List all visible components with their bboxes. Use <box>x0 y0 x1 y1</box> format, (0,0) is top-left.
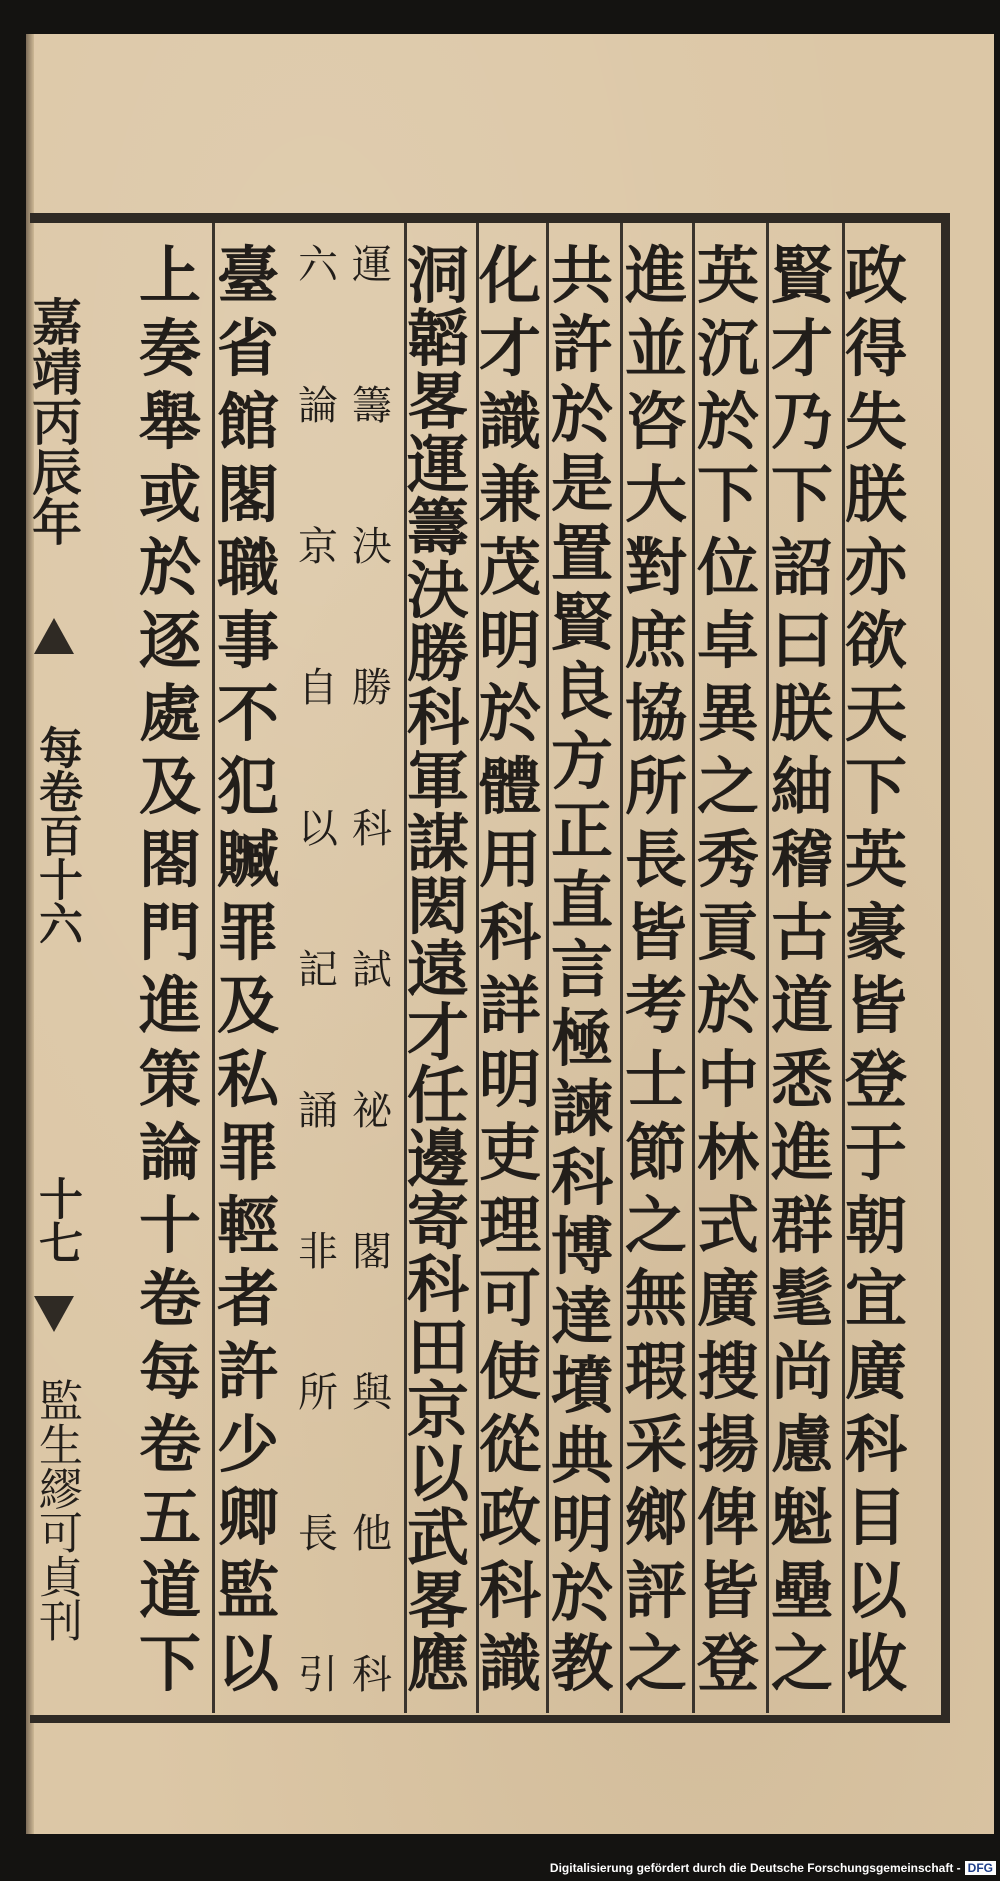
glyph: 教 <box>550 1626 613 1700</box>
glyph: 俾 <box>696 1480 759 1554</box>
glyph: 籌 <box>352 383 392 429</box>
glyph: 搜 <box>696 1334 759 1408</box>
glyph: 秀 <box>696 823 759 897</box>
glyph: 典 <box>550 1418 613 1492</box>
glyph: 運 <box>352 242 392 288</box>
glyph: 決 <box>406 554 469 628</box>
glyph: 卷 <box>138 1261 201 1335</box>
glyph: 六 <box>298 242 338 288</box>
glyph: 賢 <box>550 585 613 659</box>
glyph: 處 <box>138 677 201 751</box>
glyph: 於 <box>550 1557 613 1631</box>
glyph: 式 <box>696 1188 759 1262</box>
glyph: 少 <box>216 1407 279 1481</box>
glyph: 進 <box>624 239 687 312</box>
glyph: 卷 <box>138 1407 201 1481</box>
glyph: 科 <box>352 1652 392 1698</box>
glyph: 廣 <box>696 1261 759 1335</box>
glyph: 林 <box>696 1115 759 1189</box>
glyph: 寄 <box>406 1185 469 1259</box>
glyph: 應 <box>406 1626 469 1700</box>
glyph: 得 <box>844 312 907 386</box>
glyph: 下 <box>770 458 833 532</box>
glyph: 才 <box>770 312 833 386</box>
glyph: 明 <box>478 1042 541 1116</box>
digitization-credit <box>550 1861 996 1875</box>
glyph: 咨 <box>624 385 687 459</box>
text-column <box>547 239 617 1700</box>
glyph: 諫 <box>550 1071 613 1145</box>
glyph: 每 <box>138 1334 201 1408</box>
glyph: 乃 <box>770 385 833 459</box>
glyph: 大 <box>624 458 687 532</box>
glyph: 極 <box>550 1002 613 1076</box>
glyph: 博 <box>550 1210 613 1284</box>
glyph: 事 <box>216 604 279 678</box>
glyph: 罪 <box>216 1115 279 1189</box>
glyph: 對 <box>624 531 687 605</box>
glyph: 任 <box>406 1059 469 1133</box>
glyph: 閣 <box>216 458 279 532</box>
glyph: 閎 <box>406 869 469 943</box>
glyph: 科 <box>478 1553 541 1627</box>
glyph: 鄉 <box>624 1480 687 1554</box>
glyph: 畧 <box>406 365 469 439</box>
glyph: 長 <box>298 1511 338 1557</box>
glyph: 理 <box>478 1188 541 1262</box>
glyph: 之 <box>624 1188 687 1262</box>
glyph: 皆 <box>696 1553 759 1627</box>
glyph: 才 <box>406 995 469 1069</box>
glyph: 貢 <box>696 896 759 970</box>
glyph: 許 <box>550 308 613 382</box>
glyph: 政 <box>478 1480 541 1554</box>
glyph: 政 <box>844 239 907 312</box>
glyph: 群 <box>770 1188 833 1262</box>
glyph: 者 <box>216 1261 279 1335</box>
glyph: 采 <box>624 1407 687 1481</box>
glyph: 置 <box>550 516 613 590</box>
glyph: 贓 <box>216 823 279 897</box>
text-column <box>621 239 691 1700</box>
glyph: 畧 <box>406 1563 469 1637</box>
glyph: 門 <box>138 896 201 970</box>
center-margin-column <box>24 230 83 1700</box>
fish-tail-top-mark <box>34 618 74 654</box>
glyph: 可 <box>478 1261 541 1335</box>
glyph: 士 <box>624 1042 687 1116</box>
glyph: 上 <box>138 239 201 312</box>
glyph: 正 <box>550 794 613 868</box>
glyph: 明 <box>478 604 541 678</box>
glyph: 評 <box>624 1553 687 1627</box>
glyph: 廣 <box>844 1334 907 1408</box>
glyph: 兼 <box>478 458 541 532</box>
glyph: 體 <box>478 750 541 824</box>
glyph: 並 <box>624 312 687 386</box>
glyph: 于 <box>844 1115 907 1189</box>
glyph: 吏 <box>478 1115 541 1189</box>
glyph: 道 <box>138 1553 201 1627</box>
glyph: 魁 <box>770 1480 833 1554</box>
glyph: 籌 <box>406 491 469 565</box>
glyph: 明 <box>550 1488 613 1562</box>
glyph: 私 <box>216 1042 279 1116</box>
glyph: 京 <box>298 524 338 570</box>
glyph: 以 <box>298 806 338 852</box>
glyph: 或 <box>138 458 201 532</box>
glyph: 不 <box>216 677 279 751</box>
glyph: 節 <box>624 1115 687 1189</box>
glyph: 卿 <box>216 1480 279 1554</box>
text-column <box>213 239 283 1700</box>
glyph: 誦 <box>298 1088 338 1134</box>
glyph: 韜 <box>406 302 469 376</box>
glyph: 策 <box>138 1042 201 1116</box>
glyph: 進 <box>138 969 201 1043</box>
glyph: 從 <box>478 1407 541 1481</box>
glyph: 紬 <box>770 750 833 824</box>
glyph: 宜 <box>844 1261 907 1335</box>
glyph: 用 <box>478 823 541 897</box>
glyph: 軍 <box>406 743 469 817</box>
glyph: 非 <box>298 1229 338 1275</box>
text-column <box>403 239 473 1700</box>
glyph: 卓 <box>696 604 759 678</box>
glyph: 古 <box>770 896 833 970</box>
glyph: 進 <box>770 1115 833 1189</box>
glyph: 勝 <box>352 665 392 711</box>
glyph: 之 <box>624 1626 687 1700</box>
glyph: 沉 <box>696 312 759 386</box>
glyph: 他 <box>352 1511 392 1557</box>
text-column <box>295 242 341 1698</box>
text-column <box>767 239 837 1700</box>
glyph: 於 <box>696 385 759 459</box>
glyph: 豪 <box>844 896 907 970</box>
glyph: 引 <box>298 1652 338 1698</box>
glyph: 試 <box>352 947 392 993</box>
glyph: 監 <box>216 1553 279 1627</box>
glyph: 賢 <box>770 239 833 312</box>
glyph: 十 <box>138 1188 201 1262</box>
glyph: 逐 <box>138 604 201 678</box>
glyph: 良 <box>550 655 613 729</box>
glyph: 登 <box>696 1626 759 1700</box>
glyph: 是 <box>550 447 613 521</box>
glyph: 下 <box>844 750 907 824</box>
glyph: 所 <box>624 750 687 824</box>
glyph: 運 <box>406 428 469 502</box>
margin-printer-text: 監生繆可貞刊 <box>31 1378 82 1642</box>
glyph: 異 <box>696 677 759 751</box>
glyph: 決 <box>352 524 392 570</box>
glyph: 許 <box>216 1334 279 1408</box>
glyph: 英 <box>696 239 759 312</box>
glyph: 科 <box>406 1248 469 1322</box>
glyph: 庶 <box>624 604 687 678</box>
glyph: 欲 <box>844 604 907 678</box>
glyph: 京 <box>406 1374 469 1448</box>
glyph: 謀 <box>406 806 469 880</box>
glyph: 英 <box>844 823 907 897</box>
text-column <box>475 239 545 1700</box>
glyph: 及 <box>216 969 279 1043</box>
glyph: 登 <box>844 1042 907 1116</box>
glyph: 協 <box>624 677 687 751</box>
glyph: 於 <box>138 531 201 605</box>
glyph: 達 <box>550 1279 613 1353</box>
glyph: 尚 <box>770 1334 833 1408</box>
glyph: 以 <box>406 1437 469 1511</box>
glyph: 所 <box>298 1370 338 1416</box>
glyph: 職 <box>216 531 279 605</box>
glyph: 收 <box>844 1626 907 1700</box>
glyph: 失 <box>844 385 907 459</box>
fish-tail-bottom-mark <box>34 1296 74 1332</box>
glyph: 考 <box>624 969 687 1043</box>
glyph: 方 <box>550 724 613 798</box>
glyph: 目 <box>844 1480 907 1554</box>
glyph: 與 <box>352 1370 392 1416</box>
glyph: 無 <box>624 1261 687 1335</box>
glyph: 髦 <box>770 1261 833 1335</box>
glyph: 朕 <box>844 458 907 532</box>
text-column <box>841 239 911 1700</box>
glyph: 論 <box>138 1115 201 1189</box>
glyph: 閣 <box>352 1229 392 1275</box>
glyph: 詳 <box>478 969 541 1043</box>
glyph: 罪 <box>216 896 279 970</box>
glyph: 天 <box>844 677 907 751</box>
glyph: 奏 <box>138 312 201 386</box>
glyph: 自 <box>298 665 338 711</box>
glyph: 茂 <box>478 531 541 605</box>
text-column <box>693 239 763 1700</box>
dfg-logo: DFG <box>965 1861 996 1875</box>
glyph: 使 <box>478 1334 541 1408</box>
glyph: 科 <box>406 680 469 754</box>
glyph: 道 <box>770 969 833 1043</box>
glyph: 五 <box>138 1480 201 1554</box>
glyph: 壘 <box>770 1553 833 1627</box>
glyph: 科 <box>478 896 541 970</box>
glyph: 館 <box>216 385 279 459</box>
glyph: 稽 <box>770 823 833 897</box>
glyph: 臺 <box>216 239 279 312</box>
glyph: 田 <box>406 1311 469 1385</box>
glyph: 曰 <box>770 604 833 678</box>
glyph: 於 <box>696 969 759 1043</box>
glyph: 科 <box>550 1141 613 1215</box>
glyph: 邊 <box>406 1122 469 1196</box>
glyph: 慮 <box>770 1407 833 1481</box>
glyph: 墳 <box>550 1349 613 1423</box>
glyph: 化 <box>478 239 541 312</box>
glyph: 言 <box>550 932 613 1006</box>
margin-edition-text: 嘉靖丙辰年 <box>24 296 83 546</box>
glyph: 科 <box>844 1407 907 1481</box>
margin-volume-text: 每卷百十六 <box>31 725 82 945</box>
glyph: 洞 <box>406 239 469 312</box>
glyph: 以 <box>844 1553 907 1627</box>
glyph: 揚 <box>696 1407 759 1481</box>
glyph: 武 <box>406 1500 469 1574</box>
glyph: 朕 <box>770 677 833 751</box>
glyph: 論 <box>298 383 338 429</box>
text-column <box>349 242 395 1698</box>
glyph: 皆 <box>624 896 687 970</box>
glyph: 才 <box>478 312 541 386</box>
glyph: 識 <box>478 1626 541 1700</box>
glyph: 悉 <box>770 1042 833 1116</box>
glyph: 長 <box>624 823 687 897</box>
glyph: 亦 <box>844 531 907 605</box>
glyph: 皆 <box>844 969 907 1043</box>
glyph: 閤 <box>138 823 201 897</box>
glyph: 遠 <box>406 932 469 1006</box>
glyph: 科 <box>352 806 392 852</box>
glyph: 以 <box>216 1626 279 1700</box>
glyph: 詔 <box>770 531 833 605</box>
glyph: 朝 <box>844 1188 907 1262</box>
margin-page-number: 十七 <box>31 1176 82 1264</box>
credit-text: Digitalisierung gefördert durch die Deutsche Forschungsgemeinschaft - <box>549 1861 961 1875</box>
text-column <box>135 239 205 1700</box>
glyph: 瑕 <box>624 1334 687 1408</box>
glyph: 祕 <box>352 1088 392 1134</box>
glyph: 記 <box>298 947 338 993</box>
glyph: 省 <box>216 312 279 386</box>
glyph: 下 <box>696 458 759 532</box>
glyph: 輕 <box>216 1188 279 1262</box>
glyph: 位 <box>696 531 759 605</box>
glyph: 於 <box>478 677 541 751</box>
glyph: 舉 <box>138 385 201 459</box>
glyph: 中 <box>696 1042 759 1116</box>
glyph: 之 <box>770 1626 833 1700</box>
glyph: 識 <box>478 385 541 459</box>
glyph: 勝 <box>406 617 469 691</box>
glyph: 共 <box>550 239 613 312</box>
glyph: 於 <box>550 377 613 451</box>
glyph: 直 <box>550 863 613 937</box>
glyph: 下 <box>138 1626 201 1700</box>
glyph: 之 <box>696 750 759 824</box>
glyph: 犯 <box>216 750 279 824</box>
glyph: 及 <box>138 750 201 824</box>
